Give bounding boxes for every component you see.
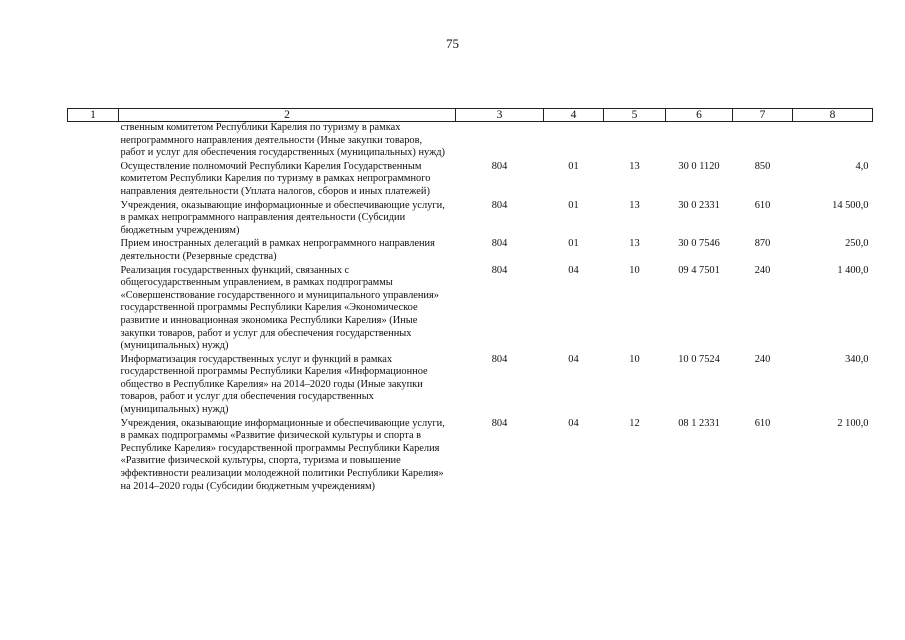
cell-pr: 12	[629, 417, 640, 429]
row-description: Учреждения, оказывающие информационные и обеспечивающие услуги, в рамках непрограммного направления деятельности (Субсидии бюджетным учреждениям)	[120, 199, 445, 236]
cell-rz: 04	[568, 353, 579, 365]
column-header: 8	[793, 109, 873, 122]
cell-sum	[793, 122, 873, 161]
cell-sum: 340,0	[845, 353, 869, 365]
cell-rz: 01	[568, 199, 579, 211]
cell-sum: 1 400,0	[837, 264, 869, 276]
table-row	[68, 122, 873, 161]
row-description: ственным комитетом Республики Карелия по туризму в рамках непрограммного направления деятельности (Иные закупки товаров, работ и услуг для обеспечения государственных (муниципальных) нужд)	[120, 122, 445, 159]
table-row	[68, 265, 873, 354]
cell-ved: 804	[491, 353, 508, 365]
cell-csr: 30 0 2331	[678, 199, 720, 211]
cell-pr: 13	[629, 238, 640, 250]
cell-sum: 250,0	[845, 238, 869, 250]
cell-rz: 01	[568, 238, 579, 250]
table-row	[68, 418, 873, 495]
table-header	[68, 109, 873, 122]
column-header: 1	[68, 109, 119, 122]
row-description: Реализация государственных функций, связанных с общегосударственным управлением, в рамках подпрограммы «Совершенствование государственного и муниципального управления» государственной программы Республики Карелия «Экономическое развитие и инновационная экономика Республики Карелия» (Иные закупки товаров, работ и услуг для обеспечения государственных (муниципальных) нужд)	[120, 264, 439, 352]
cell-csr	[666, 122, 733, 161]
cell-pr: 10	[629, 353, 640, 365]
row-description: Осуществление полномочий Республики Карелия Государственным комитетом Республики Карелия по туризму в рамках непрограммного направления деятельности (Уплата налогов, сборов и иных платежей)	[120, 160, 431, 197]
cell-rz: 04	[568, 417, 579, 429]
cell-rz: 04	[568, 264, 579, 276]
cell-vr: 240	[754, 264, 771, 276]
cell-ved: 804	[491, 264, 508, 276]
column-header: 4	[544, 109, 604, 122]
cell-pr: 13	[629, 160, 640, 172]
cell-vr: 610	[754, 199, 771, 211]
column-header: 7	[733, 109, 793, 122]
cell-sum: 2 100,0	[837, 417, 869, 429]
row-description: Информатизация государственных услуг и функций в рамках государственной программы Республики Карелия «Информационное общество в Республике Карелия» на 2014–2020 годы (Иные закупки товаров, работ и услуг для обеспечения государственных (муниципальных) нужд)	[120, 353, 428, 416]
row-description: Учреждения, оказывающие информационные и обеспечивающие услуги, в рамках подпрограммы «Развитие физической культуры и спорта в Республике Карелия» государственной программы Республики Карелия «Развитие физической культуры, спорта, туризма и повышение эффективности реализации молодежной политики Республики Карелия» на 2014–2020 годы (Субсидии бюджетным учреждениям)	[120, 417, 445, 492]
cell-vr: 610	[754, 417, 771, 429]
cell-ved	[456, 122, 544, 161]
cell-csr: 10 0 7524	[678, 353, 720, 365]
column-header: 2	[119, 109, 456, 122]
column-header: 3	[456, 109, 544, 122]
cell-ved: 804	[491, 417, 508, 429]
cell-vr	[733, 122, 793, 161]
cell-rz: 01	[568, 160, 579, 172]
cell-csr: 09 4 7501	[678, 264, 720, 276]
cell-rz	[544, 122, 604, 161]
table-row	[68, 238, 873, 264]
cell-csr: 08 1 2331	[678, 417, 720, 429]
cell-pr	[604, 122, 666, 161]
cell-csr: 30 0 1120	[678, 160, 720, 172]
budget-table	[67, 108, 873, 494]
column-header: 5	[604, 109, 666, 122]
row-description: Прием иностранных делегаций в рамках непрограммного направления деятельности (Резервные средства)	[120, 238, 435, 262]
cell-ved: 804	[491, 238, 508, 250]
cell-pr: 10	[629, 264, 640, 276]
cell-vr: 870	[754, 238, 771, 250]
cell-vr: 850	[754, 160, 771, 172]
cell-sum: 4,0	[855, 160, 869, 172]
cell-csr: 30 0 7546	[678, 238, 720, 250]
table-row	[68, 200, 873, 239]
cell-vr: 240	[754, 353, 771, 365]
column-header: 6	[666, 109, 733, 122]
cell-sum: 14 500,0	[832, 199, 869, 211]
table-row	[68, 161, 873, 200]
table-row	[68, 354, 873, 418]
cell-pr: 13	[629, 199, 640, 211]
cell-ved: 804	[491, 160, 508, 172]
page-number: 75	[446, 36, 459, 51]
cell-ved: 804	[491, 199, 508, 211]
